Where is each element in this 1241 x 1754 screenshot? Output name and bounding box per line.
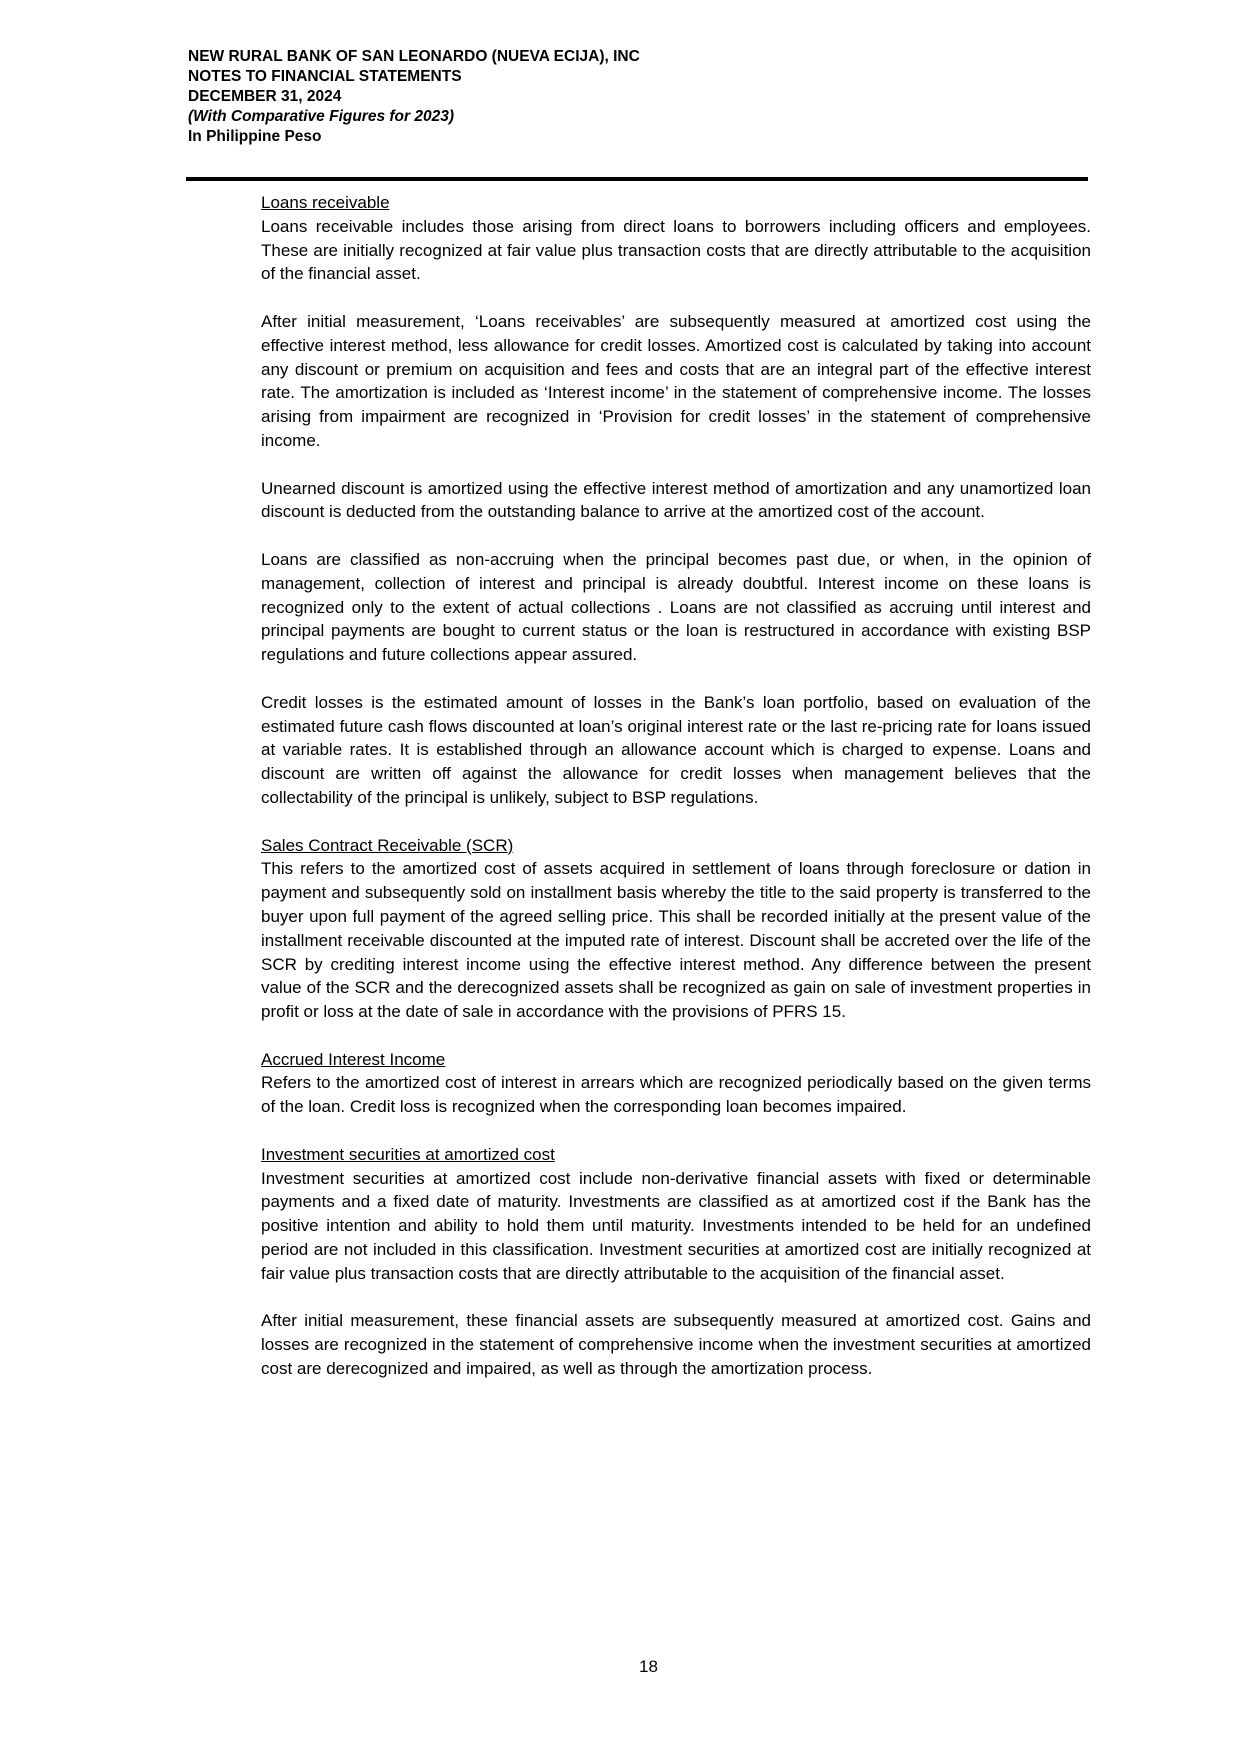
paragraph: Refers to the amortized cost of interest in arrears which are recognized periodically based on the given terms of the loan. Credit loss is recognized when the corresponding loan becomes impaired.: [261, 1073, 1091, 1117]
document-header: [188, 47, 640, 147]
notes-content: [261, 191, 1091, 1381]
paragraph: After initial measurement, these financial assets are subsequently measured at amortized cost. Gains and losses are recognized in the statement of comprehensive income when the investment securities at amortized cost are derecognized and impaired, as well as through the amortization process.: [261, 1311, 1091, 1379]
section-heading-accrued-interest-income: Accrued Interest Income: [261, 1049, 446, 1069]
section-heading-investment-securities: Investment securities at amortized cost: [261, 1144, 555, 1164]
header-doc-title: NOTES TO FINANCIAL STATEMENTS: [188, 68, 462, 85]
section-accrued-interest-income: [261, 1048, 1091, 1119]
section-loans-receivable: [261, 191, 1091, 810]
page-number: 18: [639, 1657, 658, 1676]
paragraph: Loans are classified as non-accruing when the principal becomes past due, or when, in the opinion of management, collection of interest and principal is already doubtful. Interest income on these loans is recognized only to the extent of actual collections . Loans are not classified as accruing until interest and principal payments are bought to current status or the loan is restructured in accordance with existing BSP regulations and future collections appear assured.: [261, 549, 1091, 665]
section-heading-loans-receivable: Loans receivable: [261, 193, 390, 212]
header-currency-note: In Philippine Peso: [188, 128, 322, 145]
section-heading-sales-contract-receivable: Sales Contract Receivable (SCR): [261, 835, 514, 855]
paragraph: After initial measurement, ‘Loans receivables’ are subsequently measured at amortized cost using the effective interest method, less allowance for credit losses. Amortized cost is calculated by taking into account any discount or premium on acquisition and fees and costs that are an integral part of the effective interest rate. The amortization is included as ‘Interest income’ in the statement of comprehensive income. The losses arising from impairment are recognized in ‘Provision for credit losses’ in the statement of comprehensive income.: [261, 311, 1091, 450]
paragraph: Unearned discount is amortized using the effective interest method of amortization and any unamortized loan discount is deducted from the outstanding balance to arrive at the amortized cost of the account.: [261, 478, 1091, 522]
header-date: DECEMBER 31, 2024: [188, 88, 342, 105]
paragraph: Investment securities at amortized cost include non-derivative financial assets with fixed or determinable payments and a fixed date of maturity. Investments are classified as at amortized cost if the Bank has the positive intention and ability to hold them until maturity. Investments intended to be held for an undefined period are not included in this classification. Investment securities at amortized cost are initially recognized at fair value plus transaction costs that are directly attributable to the acquisition of the financial asset.: [261, 1168, 1091, 1283]
paragraph: Credit losses is the estimated amount of losses in the Bank’s loan portfolio, based on evaluation of the estimated future cash flows discounted at loan’s original interest rate or the last re-pricing rate for loans issued at variable rates. It is established through an allowance account which is charged to expense. Loans and discount are written off against the allowance for credit losses when management believes that the collectability of the principal is unlikely, subject to BSP regulations.: [261, 692, 1091, 807]
section-investment-securities: [261, 1143, 1091, 1381]
paragraph: Loans receivable includes those arising from direct loans to borrowers including officers and employees. These are initially recognized at fair value plus transaction costs that are directly attributable to the acquisition of the financial asset.: [261, 216, 1091, 284]
header-comparative-note: (With Comparative Figures for 2023): [188, 108, 454, 125]
header-bank-name: NEW RURAL BANK OF SAN LEONARDO (NUEVA ECIJA), INC: [188, 48, 640, 65]
paragraph: This refers to the amortized cost of assets acquired in settlement of loans through foreclosure or dation in payment and subsequently sold on installment basis whereby the title to the said property is transferred to the buyer upon full payment of the agreed selling price. This shall be recorded initially at the present value of the installment receivable discounted at the imputed rate of interest. Discount shall be accreted over the life of the SCR by crediting interest income using the effective interest method. Any difference between the present value of the SCR and the derecognized assets shall be recognized as gain on sale of investment properties in profit or loss at the date of sale in accordance with the provisions of PFRS 15.: [261, 859, 1091, 1022]
header-divider-rule: [186, 177, 1088, 181]
section-sales-contract-receivable: [261, 834, 1091, 1024]
